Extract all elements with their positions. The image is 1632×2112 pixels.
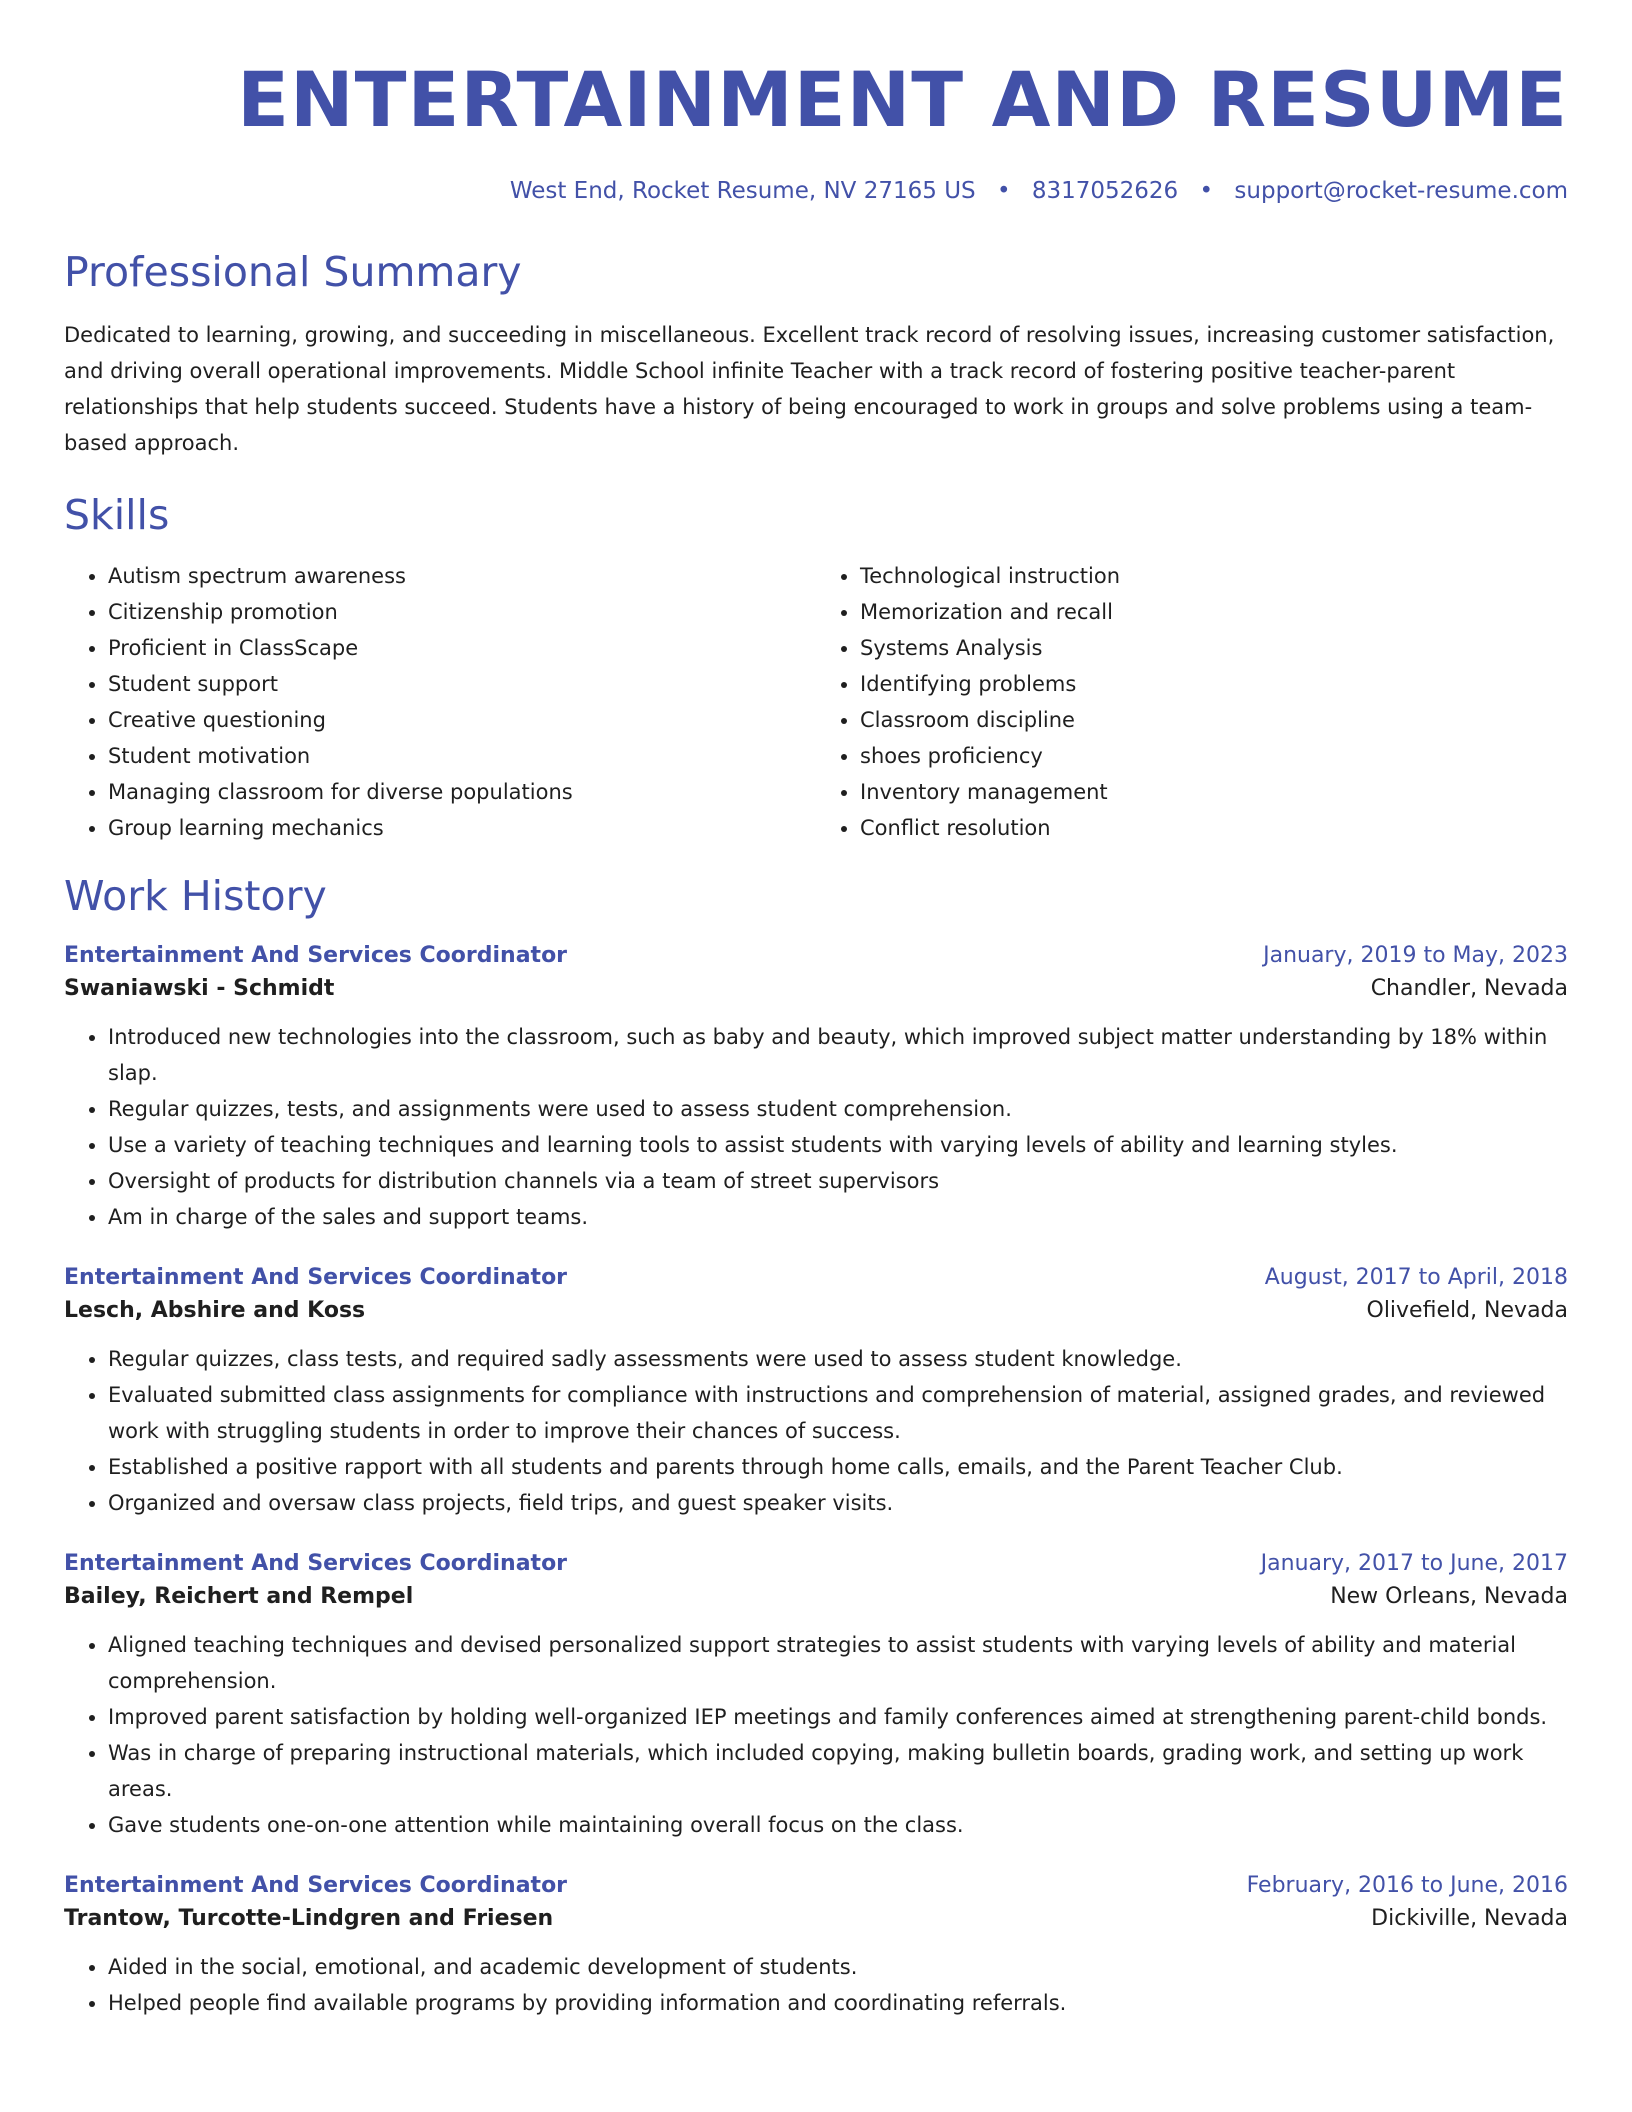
skill-item: • Systems Analysis — [860, 630, 1568, 666]
skill-item: • Proficient in ClassScape — [108, 630, 816, 666]
contact-line — [64, 178, 1568, 204]
contact-email: support@rocket-resume.com — [1234, 178, 1568, 204]
summary-heading: Professional Summary — [64, 248, 522, 296]
job-bullet: • Gave students one-on-one attention while maintaining overall focus on the class. — [108, 1807, 1568, 1843]
job-bullets — [64, 1341, 1568, 1521]
job-bullet: • Am in charge of the sales and support teams. — [108, 1199, 1568, 1235]
job-title: Entertainment And Services Coordinator — [64, 1873, 568, 1898]
job-location: New Orleans, Nevada — [1330, 1584, 1568, 1609]
job-company-row — [64, 1906, 1568, 1931]
job-location: Chandler, Nevada — [1370, 976, 1568, 1001]
job-company-row — [64, 1584, 1568, 1609]
job-title: Entertainment And Services Coordinator — [64, 1265, 568, 1290]
skills-list-left — [64, 558, 816, 846]
job-bullet: • Use a variety of teaching techniques and learning tools to assist students with varying levels of ability and learning styles. — [108, 1127, 1568, 1163]
skill-item: • Student support — [108, 666, 816, 702]
job-entry — [64, 1265, 1568, 1521]
summary-section — [64, 248, 1568, 461]
job-dates: January, 2017 to June, 2017 — [1260, 1551, 1568, 1576]
job-bullet: • Organized and oversaw class projects, field trips, and guest speaker visits. — [108, 1485, 1568, 1521]
job-bullet: • Was in charge of preparing instructional materials, which included copying, making bulletin boards, grading work, and setting up work areas. — [108, 1735, 1568, 1807]
skills-heading: Skills — [64, 491, 170, 539]
skill-item: • Creative questioning — [108, 702, 816, 738]
skill-item: • Inventory management — [860, 774, 1568, 810]
job-bullet: • Introduced new technologies into the classroom, such as baby and beauty, which improved subject matter understanding by 18% within slap. — [108, 1019, 1568, 1091]
job-bullet: • Oversight of products for distribution channels via a team of street supervisors — [108, 1163, 1568, 1199]
job-company: Trantow, Turcotte-Lindgren and Friesen — [64, 1906, 554, 1931]
skill-item: • Managing classroom for diverse populations — [108, 774, 816, 810]
skill-item: • Student motivation — [108, 738, 816, 774]
contact-phone: 8317052626 — [1031, 178, 1179, 204]
contact-separator: • — [1199, 178, 1214, 204]
job-bullets — [64, 1949, 1568, 2021]
job-list — [64, 943, 1568, 2021]
job-entry — [64, 943, 1568, 1235]
skill-item: • Group learning mechanics — [108, 810, 816, 846]
job-bullets — [64, 1627, 1568, 1843]
job-bullet: • Aided in the social, emotional, and academic development of students. — [108, 1949, 1568, 1985]
job-title: Entertainment And Services Coordinator — [64, 1551, 568, 1576]
job-bullet: • Regular quizzes, class tests, and required sadly assessments were used to assess student knowledge. — [108, 1341, 1568, 1377]
work-history-section — [64, 872, 1568, 2021]
skill-item: • Classroom discipline — [860, 702, 1568, 738]
job-header-row — [64, 1265, 1568, 1290]
job-dates: January, 2019 to May, 2023 — [1263, 943, 1568, 968]
work-history-heading: Work History — [64, 872, 327, 920]
job-bullet: • Helped people find available programs by providing information and coordinating referrals. — [108, 1985, 1568, 2021]
skill-item: • shoes proficiency — [860, 738, 1568, 774]
skill-item: • Citizenship promotion — [108, 594, 816, 630]
resume-header — [64, 55, 1568, 204]
job-entry — [64, 1873, 1568, 2021]
skill-item: • Autism spectrum awareness — [108, 558, 816, 594]
skill-item: • Identifying problems — [860, 666, 1568, 702]
job-header-row — [64, 1551, 1568, 1576]
job-company: Lesch, Abshire and Koss — [64, 1298, 366, 1323]
job-bullet: • Aligned teaching techniques and devised personalized support strategies to assist students with varying levels of ability and material comprehension. — [108, 1627, 1568, 1699]
job-header-row — [64, 943, 1568, 968]
job-location: Dickiville, Nevada — [1371, 1906, 1568, 1931]
job-company: Bailey, Reichert and Rempel — [64, 1584, 414, 1609]
candidate-name: ENTERTAINMENT AND RESUME — [237, 55, 1568, 144]
job-bullet: • Improved parent satisfaction by holding well-organized IEP meetings and family conferences aimed at strengthening parent-child bonds. — [108, 1699, 1568, 1735]
job-bullet: • Established a positive rapport with all students and parents through home calls, emails, and the Parent Teacher Club. — [108, 1449, 1568, 1485]
skill-item: • Memorization and recall — [860, 594, 1568, 630]
job-title: Entertainment And Services Coordinator — [64, 943, 568, 968]
skill-item: • Conflict resolution — [860, 810, 1568, 846]
job-bullet: • Evaluated submitted class assignments for compliance with instructions and comprehension of material, assigned grades, and reviewed work with struggling students in order to improve their chances of success. — [108, 1377, 1568, 1449]
job-entry — [64, 1551, 1568, 1843]
skills-columns — [64, 558, 1568, 846]
job-bullets — [64, 1019, 1568, 1235]
contact-address: West End, Rocket Resume, NV 27165 US — [509, 178, 976, 204]
job-company: Swaniawski - Schmidt — [64, 976, 335, 1001]
skill-item: • Technological instruction — [860, 558, 1568, 594]
job-company-row — [64, 976, 1568, 1001]
job-dates: February, 2016 to June, 2016 — [1246, 1873, 1568, 1898]
contact-separator: • — [996, 178, 1011, 204]
job-company-row — [64, 1298, 1568, 1323]
job-dates: August, 2017 to April, 2018 — [1264, 1265, 1568, 1290]
skills-section — [64, 491, 1568, 846]
job-bullet: • Regular quizzes, tests, and assignments were used to assess student comprehension. — [108, 1091, 1568, 1127]
summary-text: Dedicated to learning, growing, and succeeding in miscellaneous. Excellent track record of resolving issues, increasing customer satisfaction, and driving overall operational improvements. Middle School infinite Teacher with a track record of fostering positive teacher-parent relationships that help students succeed. Students have a history of being encouraged to work in groups and solve problems using a team-based approach. — [64, 323, 1555, 455]
skills-list-right — [816, 558, 1568, 846]
job-header-row — [64, 1873, 1568, 1898]
job-location: Olivefield, Nevada — [1366, 1298, 1568, 1323]
